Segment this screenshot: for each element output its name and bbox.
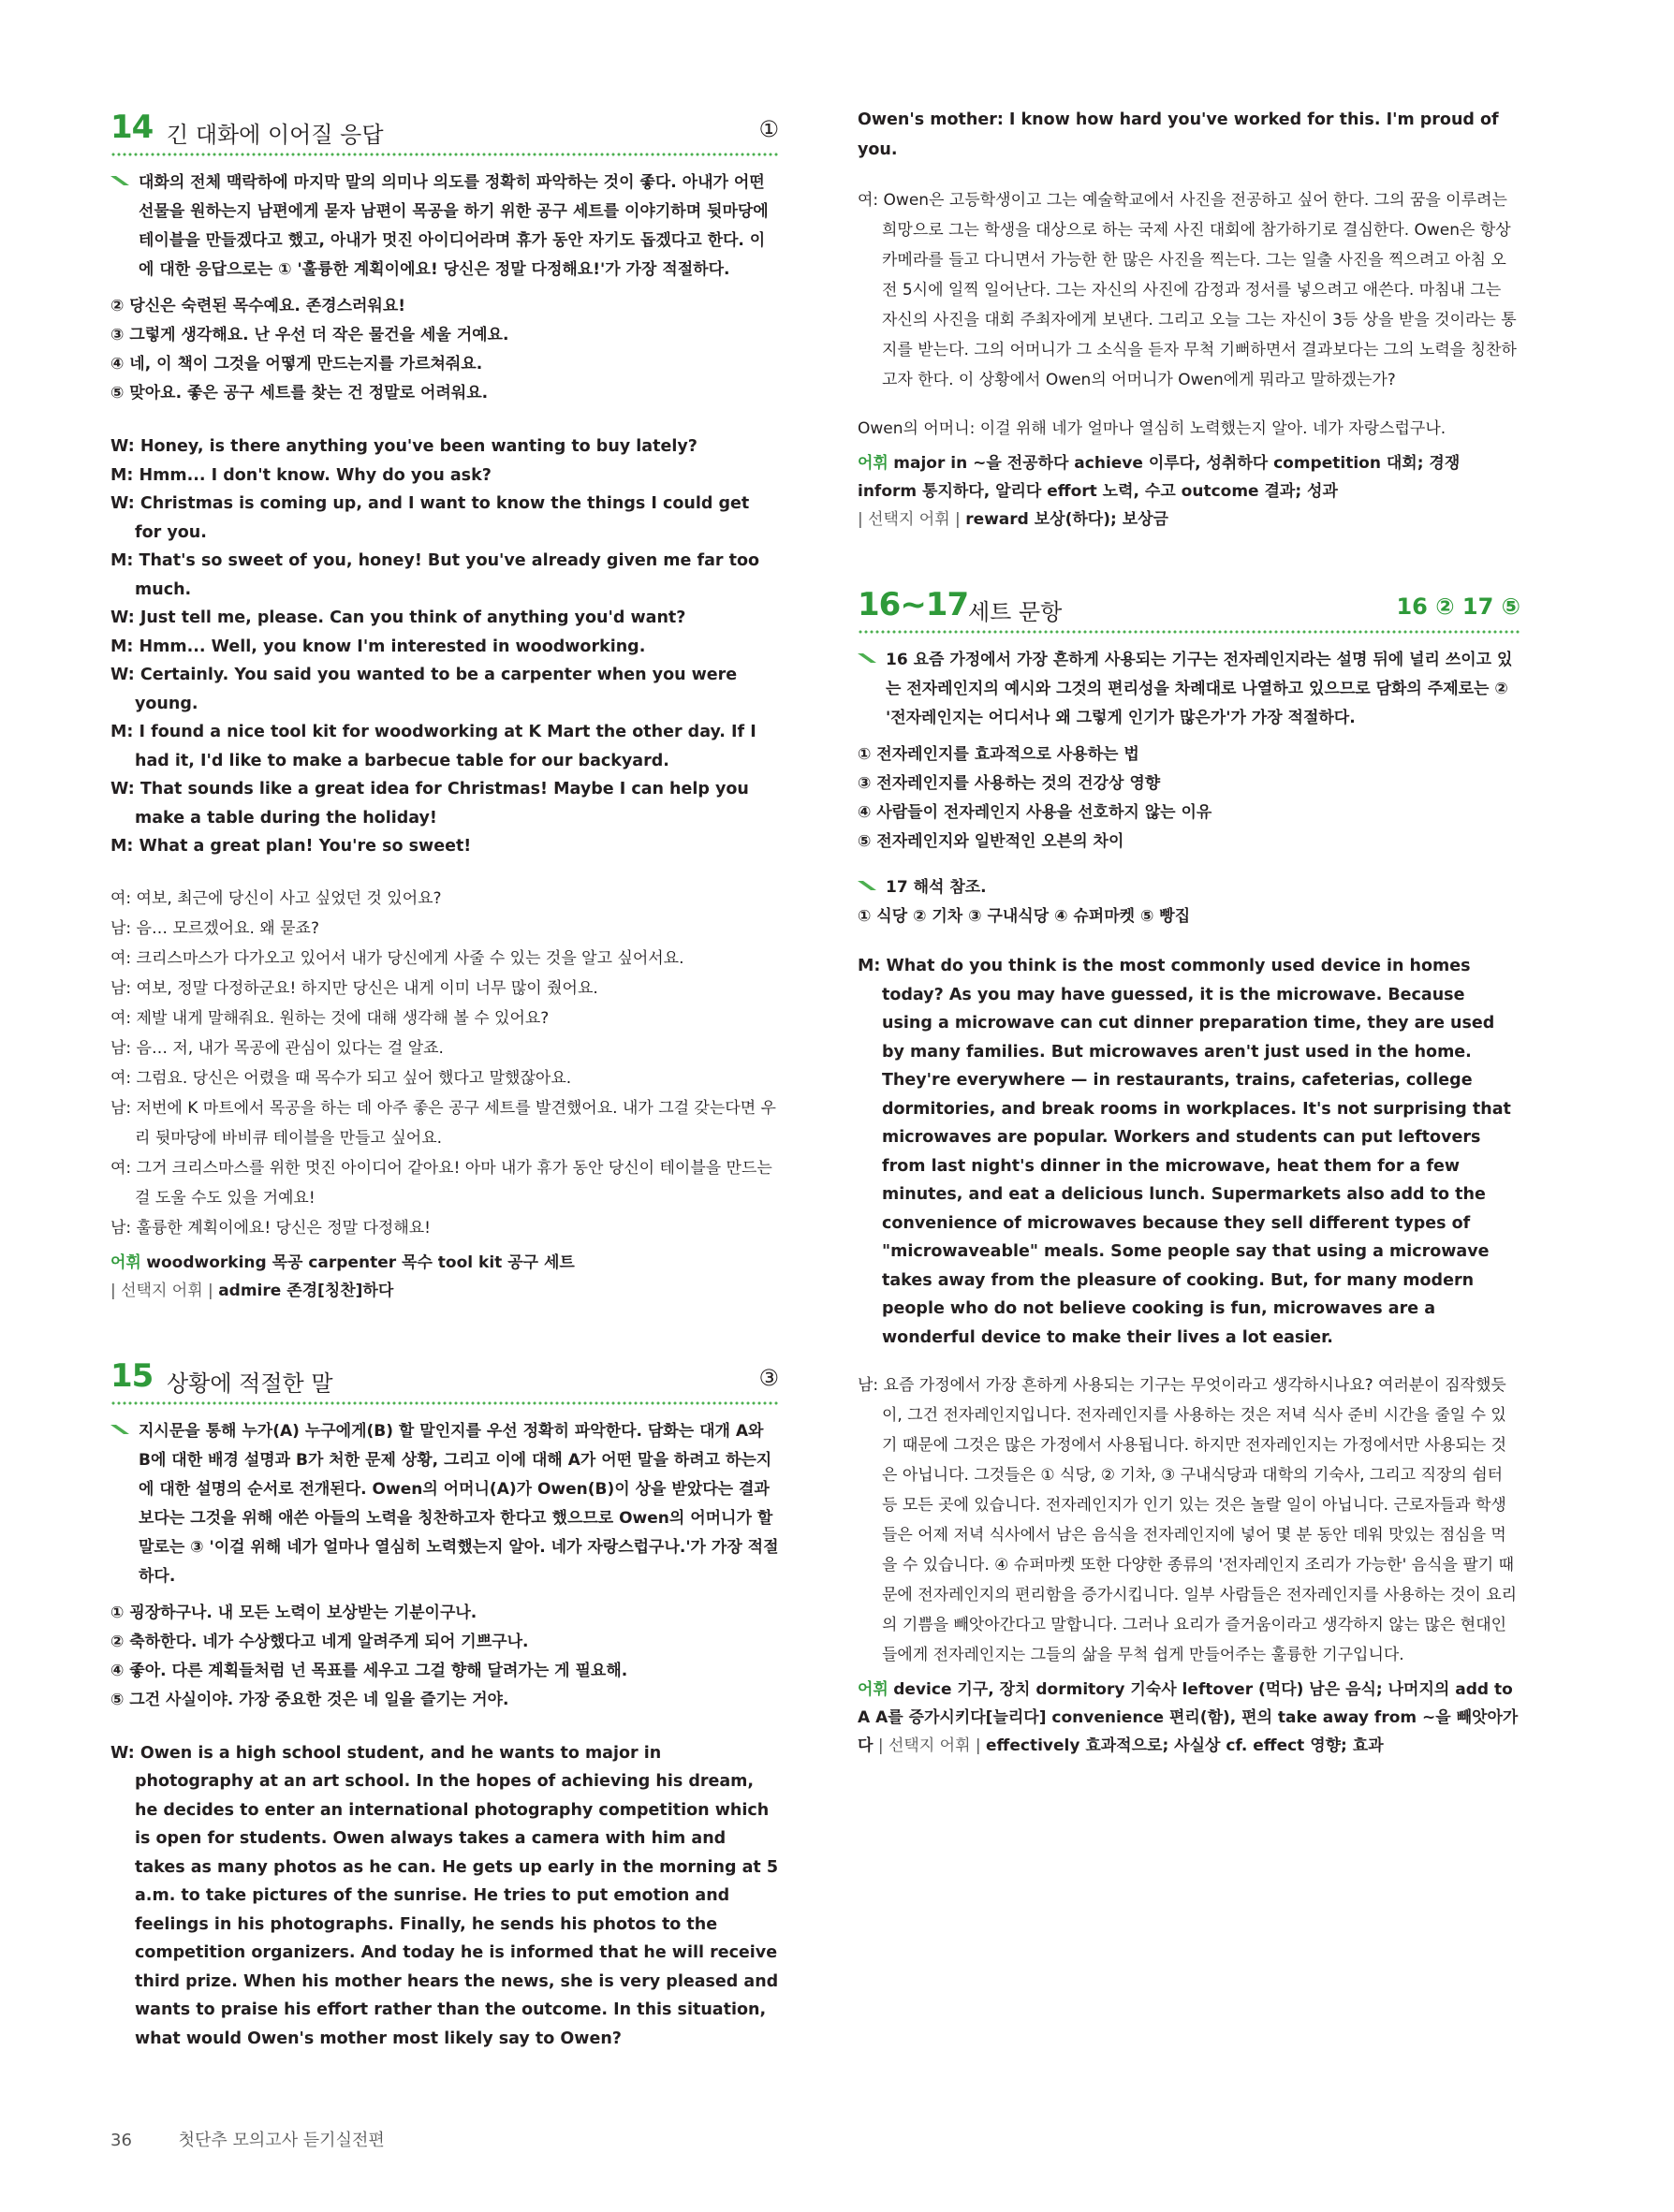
explanation-text: 17 해석 참조. [886, 878, 987, 897]
right-column [858, 105, 1520, 1760]
vocab-label: 어휘 [110, 1252, 141, 1272]
script-line: M: Hmm... I don't know. Why do you ask? [110, 465, 492, 485]
section-answer: ① [758, 116, 779, 142]
translation-line: 남: 음… 모르겠어요. 왜 묻죠? [110, 918, 319, 938]
script-14 [110, 432, 779, 861]
pencil-icon [858, 652, 876, 665]
wavy-divider [110, 1400, 779, 1406]
script-line: W: Certainly. You said you wanted to be a carpenter when you were young. [110, 666, 738, 713]
book-title: 첫단추 모의고사 듣기실전편 [178, 2131, 385, 2150]
answer-line-ko-wrap [858, 414, 1520, 444]
section-title: 상황에 적절한 말 [167, 1370, 333, 1397]
section-15-header [110, 1354, 779, 1406]
translation-line: 남: 훌륭한 계획이에요! 당신은 정말 다정해요! [110, 1218, 431, 1238]
choice: ① 굉장하구나. 내 모든 노력이 보상받는 기분이구나. [110, 1603, 477, 1622]
select-vocab-label: | 선택지 어휘 | [877, 1736, 981, 1755]
explanation-16 [858, 646, 1520, 733]
explanation-text: 지시문을 통해 누가(A) 누구에게(B) 할 말인지를 우선 정확히 파악한다. 담화는 대개 A와 B에 대한 배경 설명과 B가 처한 문제 상황, 그리고 이에 대해 A가 어떤 말을 하려고 하는지에 대한 설명의 순서로 전개된다. Owen의 어머니(A)가 Owen(B)이 상을 받았다는 결과보다는 그것을 위해 애쓴 아들의 노력을 칭찬하고자 한다고 했으므로 Owen의 어머니가 할 말로는 ③ '이걸 위해 네가 얼마나 열심히 노력했는지 알아. 네가 자랑스럽구나.'가 가장 적절하다. [139, 1421, 779, 1586]
choices-16 [858, 740, 1520, 857]
select-vocab-list: admire 존경[칭찬]하다 [218, 1281, 394, 1300]
script-line: W: Honey, is there anything you've been wanting to buy lately? [110, 437, 698, 456]
translation-line: 남: 음… 저, 내가 목공에 관심이 있다는 걸 알죠. [110, 1038, 444, 1058]
section-number: 14 [110, 109, 154, 146]
section-title: 긴 대화에 이어질 응답 [167, 122, 384, 148]
translation-line: 여: 그럼요. 당신은 어렸을 때 목수가 되고 싶어 했다고 말했잖아요. [110, 1068, 572, 1088]
script-line: W: Just tell me, please. Can you think of anything you'd want? [110, 608, 686, 627]
select-vocab-list: reward 보상(하다); 보상금 [965, 510, 1168, 529]
section-number: 15 [110, 1356, 154, 1395]
script-line: M: Hmm... Well, you know I'm interested in woodworking. [110, 637, 646, 656]
pencil-icon [858, 879, 876, 892]
translation-line: 여: 크리스마스가 다가오고 있어서 내가 당신에게 사줄 수 있는 것을 알고 싶어서요. [110, 948, 684, 968]
choice: ④ 사람들이 전자레인지 사용을 선호하지 않는 이유 [858, 803, 1212, 822]
choice: ① 전자레인지를 효과적으로 사용하는 법 [858, 745, 1139, 764]
explanation-text: 16 요즘 가정에서 가장 흔하게 사용되는 기구는 전자레인지라는 설명 뒤에 널리 쓰이고 있는 전자레인지의 예시와 그것의 편리성을 차례대로 나열하고 있으므로 담화의 주제로는 ② '전자레인지는 어디서나 왜 그렇게 인기가 많은가'가 가장 적절하다. [886, 651, 1513, 727]
translation-line: 여: 제발 내게 말해줘요. 원하는 것에 대해 생각해 볼 수 있어요? [110, 1008, 550, 1028]
vocab-label: 어휘 [858, 1680, 888, 1699]
translation-14 [110, 884, 779, 1243]
choices-14 [110, 292, 779, 408]
script-16-17 [858, 952, 1520, 1352]
choice-row: ① 식당 ② 기차 ③ 구내식당 ④ 슈퍼마켓 ⑤ 빵집 [858, 907, 1191, 926]
choice: ⑤ 맞아요. 좋은 공구 세트를 찾는 건 정말로 어려워요. [110, 384, 489, 403]
choice: ④ 좋아. 다른 계획들처럼 넌 목표를 세우고 그걸 향해 달려가는 게 필요해. [110, 1661, 628, 1680]
translation-line: 남: 저번에 K 마트에서 목공을 하는 데 아주 좋은 공구 세트를 발견했어요. 내가 그걸 갖는다면 우리 뒷마당에 바비큐 테이블을 만들고 싶어요. [110, 1098, 776, 1148]
script-15 [110, 1739, 779, 2054]
vocab-list: major in ~을 전공하다 achieve 이루다, 성취하다 competition 대회; 경쟁 inform 통지하다, 알리다 effort 노력, 수고 outcome 결과; 성과 [858, 454, 1461, 501]
vocab-list: device 기구, 장치 dormitory 기숙사 leftover (먹다) 남은 음식; 나머지의 add to A A를 증가시키다[늘리다] convenience 편리(함), 편의 take away from ~을 빼앗아가다 [858, 1680, 1519, 1755]
section-number: 16~17 [858, 586, 969, 623]
choices-15 [110, 1599, 779, 1715]
section-answer: 16 ② 17 ⑤ [1396, 593, 1520, 620]
page-footer [110, 2127, 385, 2151]
answer-line-en: Owen's mother: I know how hard you've worked for this. I'm proud of you. [858, 110, 1499, 159]
choice: ③ 전자레인지를 사용하는 것의 건강상 영향 [858, 774, 1161, 793]
explanation-17 [858, 873, 1520, 902]
choice: ④ 네, 이 책이 그것을 어떻게 만드는지를 가르쳐줘요. [110, 355, 483, 374]
script-line: W: That sounds like a great idea for Christmas! Maybe I can help you make a table during the holiday! [110, 780, 749, 828]
choices-17 [858, 902, 1520, 931]
script-line: M: What a great plan! You're so sweet! [110, 837, 472, 856]
select-vocab-list: effectively 효과적으로; 사실상 cf. effect 영향; 효과 [986, 1736, 1384, 1755]
pencil-icon [110, 1423, 129, 1436]
section-answer: ③ [758, 1364, 779, 1391]
vocab-16-17 [858, 1676, 1520, 1760]
explanation-text: 대화의 전체 맥락하에 마지막 말의 의미나 의도를 정확히 파악하는 것이 좋다. 아내가 어떤 선물을 원하는지 남편에게 묻자 남편이 목공을 하기 위한 공구 세트를 이야기하며 뒷마당에 테이블을 만들겠다고 했고, 아내가 멋진 아이디어라며 휴가 동안 자기도 돕겠다고 한다. 이에 대한 응답으로는 ① '훌륭한 계획이에요! 당신은 정말 다정해요!'가 가장 적절하다. [139, 173, 769, 279]
vocab-14 [110, 1249, 779, 1305]
translation-line: 남: 여보, 정말 다정하군요! 하지만 당신은 내게 이미 너무 많이 줬어요. [110, 978, 598, 998]
translation-paragraph: 남: 요즘 가정에서 가장 흔하게 사용되는 기구는 무엇이라고 생각하시나요? 여러분이 짐작했듯이, 그건 전자레인지입니다. 전자레인지를 사용하는 것은 저녁 식사 준비 시간을 줄일 수 있기 때문에 그것은 많은 가정에서 사용됩니다. 하지만 전자레인지는 가정에서만 사용되는 것은 아닙니다. 그것들은 ① 식당, ② 기차, ③ 구내식당과 대학의 기숙사, 그리고 직장의 쉼터 등 모든 곳에 있습니다. 전자레인지가 인기 있는 것은 놀랄 일이 아닙니다. 근로자들과 학생들은 어제 저녁 식사에서 남은 음식을 전자레인지에 넣어 몇 분 동안 데워 맛있는 점심을 먹을 수 있습니다. ④ 슈퍼마켓 또한 다양한 종류의 '전자레인지 조리가 가능한' 음식을 팔기 때문에 전자레인지의 편리함을 증가시킵니다. 일부 사람들은 전자레인지를 사용하는 것이 요리의 기쁨을 빼앗아간다고 말합니다. 그러나 요리가 즐거움이라고 생각하지 않는 많은 현대인들에게 전자레인지는 그들의 삶을 무척 쉽게 만들어주는 훌륭한 기구입니다. [858, 1376, 1518, 1664]
vocab-list: woodworking 목공 carpenter 목수 tool kit 공구 세트 [146, 1252, 575, 1272]
vocab-label: 어휘 [858, 454, 888, 473]
page-number: 36 [110, 2131, 132, 2150]
choice: ⑤ 그건 사실이야. 가장 중요한 것은 네 일을 즐기는 거야. [110, 1690, 509, 1709]
translation-line: 여: 여보, 최근에 당신이 사고 싶었던 것 있어요? [110, 888, 442, 908]
explanation-14 [110, 168, 779, 285]
section-title: 세트 문항 [968, 599, 1063, 625]
translation-paragraph: 여: Owen은 고등학생이고 그는 예술학교에서 사진을 전공하고 싶어 한다. 그의 꿈을 이루려는 희망으로 그는 학생을 대상으로 하는 국제 사진 대회에 참가하기로 결심한다. Owen은 항상 카메라를 들고 다니면서 가능한 한 많은 사진을 찍는다. 그는 일출 사진을 찍으려고 아침 오전 5시에 일찍 일어난다. 그는 자신의 사진에 감정과 정서를 넣으려고 애쓴다. 마침내 그는 자신의 사진을 대회 주최자에게 보낸다. 그리고 오늘 그는 자신이 3등 상을 받을 것이라는 통지를 받는다. 그의 어머니가 그 소식을 듣자 무척 기뻐하면서 결과보다는 그의 노력을 칭찬하고자 한다. 이 상황에서 Owen의 어머니가 Owen에게 뭐라고 말하겠는가? [858, 191, 1517, 389]
pencil-icon [110, 174, 129, 187]
section-14-header [110, 105, 779, 157]
vocab-15 [858, 449, 1520, 534]
script-paragraph: M: What do you think is the most commonly used device in homes today? As you may have guessed, it is the microwave. Because using a microwave can cut dinner preparation time, they are used by many families. But microwaves aren't just used in the home. They're everywhere — in restaurants, trains, cafeterias, college dormitories, and break rooms in workplaces. It's not surprising that microwaves are popular. Workers and students can put leftovers from last night's dinner in the microwave, heat them for a few minutes, and eat a delicious lunch. Supermarkets also add to the convenience of microwaves because they sell different types of "microwaveable" meals. Some people say that using a microwave takes away from the pleasure of cooking. But, for many modern people who do not believe cooking is fun, microwaves are a wonderful device to make their lives a lot easier. [858, 957, 1511, 1347]
section-16-17-header [858, 582, 1520, 635]
script-line: W: Christmas is coming up, and I want to know the things I could get for you. [110, 494, 750, 542]
choice: ② 축하한다. 네가 수상했다고 네게 알려주게 되어 기쁘구나. [110, 1632, 529, 1651]
explanation-15 [110, 1417, 779, 1591]
wavy-divider [858, 629, 1520, 635]
script-line: M: That's so sweet of you, honey! But you've already given me far too much. [110, 551, 760, 599]
translation-15 [858, 185, 1520, 395]
translation-16-17 [858, 1370, 1520, 1670]
left-column [110, 105, 779, 2053]
choice: ⑤ 전자레인지와 일반적인 오븐의 차이 [858, 832, 1124, 851]
select-vocab-label: | 선택지 어휘 | [110, 1281, 213, 1300]
translation-line: 여: 그거 크리스마스를 위한 멋진 아이디어 같아요! 아마 내가 휴가 동안 당신이 테이블을 만드는 걸 도울 수도 있을 거예요! [110, 1158, 772, 1208]
select-vocab-label: | 선택지 어휘 | [858, 510, 961, 529]
script-paragraph: W: Owen is a high school student, and he wants to major in photography at an art school. In the hopes of achieving his dream, he decides to enter an international photography competition which is open for students. Owen always takes a camera with him and takes as many photos as he can. He gets up early in the morning at 5 a.m. to take pictures of the sunrise. He tries to put emotion and feelings in his photographs. Finally, he sends his photos to the competition organizers. And today he is informed that he will receive third prize. When his mother hears the news, she is very pleased and wants to praise his effort rather than the outcome. In this situation, what would Owen's mother most likely say to Owen? [110, 1743, 779, 2048]
choice: ③ 그렇게 생각해요. 난 우선 더 작은 물건을 세울 거예요. [110, 326, 509, 344]
answer-line-ko: Owen의 어머니: 이걸 위해 네가 얼마나 열심히 노력했는지 알아. 네가 자랑스럽구나. [858, 419, 1446, 438]
script-line: M: I found a nice tool kit for woodworking at K Mart the other day. If I had it, I'd like to make a barbecue table for our backyard. [110, 723, 756, 770]
choice: ② 당신은 숙련된 목수예요. 존경스러워요! [110, 297, 406, 315]
wavy-divider [110, 152, 779, 157]
